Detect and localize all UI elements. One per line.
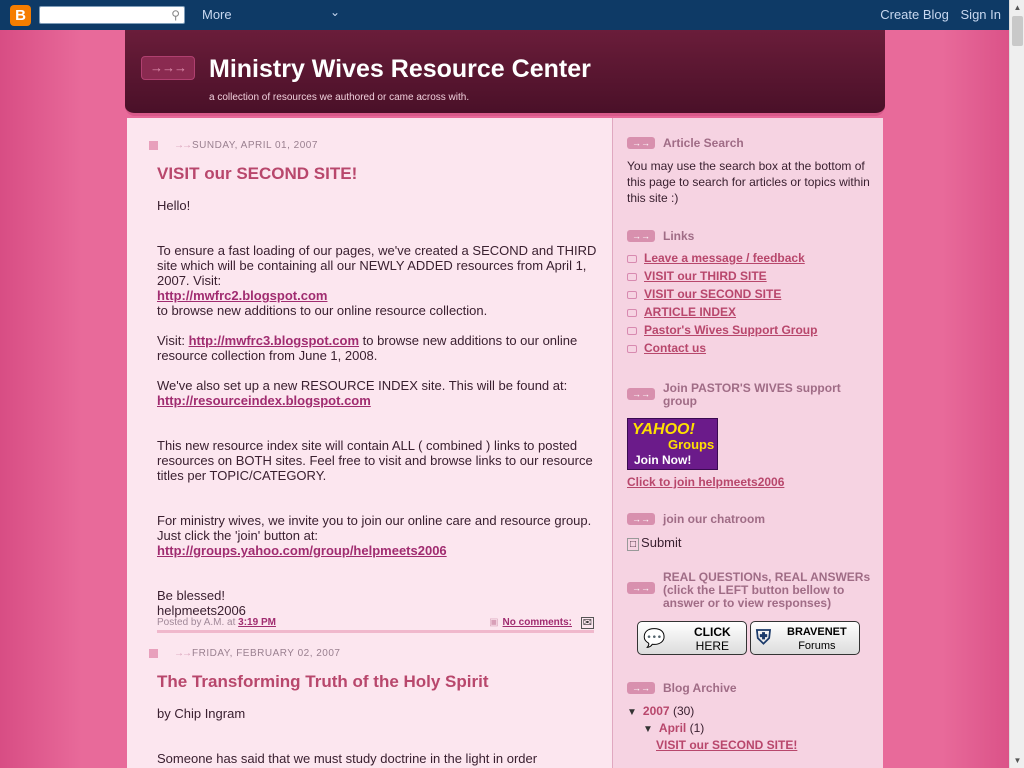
mwfrc3-link[interactable]: http://mwfrc3.blogspot.com	[188, 333, 360, 348]
archive-month-link[interactable]: April	[658, 721, 687, 735]
broken-image-icon: □	[627, 538, 639, 551]
post-paragraph: This new resource index site will contain ALL ( combined ) links to posted resources on BOTH sites. Feel free to visit and browse links to our resource titles per TOPIC/CATEGORY.	[157, 438, 593, 483]
yahoo-logo-text: YAHOO!	[632, 421, 695, 438]
click-here-label: CLICK HERE	[694, 625, 731, 653]
post-paragraph: We've also set up a new RESOURCE INDEX site. This will be found at:	[157, 378, 568, 393]
widget-arrow-icon: →→	[627, 137, 655, 149]
sidebar	[612, 118, 883, 768]
content-area	[127, 118, 883, 768]
chat-bubble-icon: 💬	[643, 628, 666, 648]
date-square-icon	[149, 141, 158, 150]
yahoo-groups-join-button[interactable]	[627, 418, 718, 470]
article-search-text: You may use the search box at the bottom of this page to search for articles or topics within this site :)	[627, 159, 870, 205]
widget-arrow-icon: →→	[627, 388, 655, 400]
click-here-button[interactable]	[637, 621, 747, 655]
list-item	[627, 269, 817, 287]
page-scrollbar[interactable]	[1009, 0, 1024, 768]
post-date: SUNDAY, APRIL 01, 2007	[192, 140, 318, 151]
search-icon[interactable]: ⚲	[171, 8, 180, 22]
post-paragraph: Someone has said that we must study doctrine in the light in order	[157, 751, 538, 766]
posted-by: Posted by A.M. at	[157, 617, 236, 628]
archive-month-count: (1)	[689, 721, 705, 735]
article-search-title: →→ Article Search	[627, 135, 744, 150]
post-signature: helpmeets2006	[157, 603, 246, 618]
yahoo-group-link[interactable]: http://groups.yahoo.com/group/helpmeets2006	[157, 543, 447, 558]
resourceindex-link[interactable]: http://resourceindex.blogspot.com	[157, 393, 371, 408]
header-arrow-icon: →→→	[141, 56, 195, 80]
date-square-icon	[149, 649, 158, 658]
qa-title: →→ REAL QUESTIONs, REAL ANSWERs (click the LEFT button bellow to answer or to view responses)	[627, 571, 872, 610]
triangle-down-icon[interactable]: ▼	[643, 724, 653, 735]
third-site-link[interactable]: VISIT our THIRD SITE	[644, 269, 767, 283]
archive-title: →→ Blog Archive	[627, 680, 737, 695]
archive-month-row	[643, 721, 704, 735]
list-item	[627, 305, 817, 323]
post-byline: by Chip Ingram	[157, 706, 246, 721]
more-menu-button[interactable]: More	[202, 7, 232, 22]
archive-post-row	[656, 738, 797, 752]
post-date-header	[149, 140, 318, 151]
scroll-up-arrow-icon[interactable]: ▲	[1013, 3, 1022, 12]
create-blog-link[interactable]: Create Blog	[880, 7, 949, 22]
second-site-link[interactable]: VISIT our SECOND SITE	[644, 287, 782, 301]
email-post-icon[interactable]: ✉	[582, 617, 592, 629]
comments-link[interactable]: No comments:	[502, 617, 572, 628]
post-date-header	[149, 648, 341, 659]
bravenet-label: BRAVENET Forums	[787, 626, 847, 652]
post-paragraph-tail: to browse new additions to our online resource collection from June 1, 2008.	[157, 333, 578, 363]
widget-arrow-icon: →→	[627, 513, 655, 525]
blog-title[interactable]: Ministry Wives Resource Center	[209, 55, 591, 83]
date-arrow-icon: →→	[174, 140, 190, 151]
chevron-down-icon[interactable]: ⌄	[330, 5, 341, 19]
archive-post-link[interactable]: VISIT our SECOND SITE!	[656, 738, 798, 752]
join-helpmeets-link[interactable]: Click to join helpmeets2006	[627, 475, 785, 489]
post-time-link[interactable]: 3:19 PM	[238, 617, 276, 628]
navbar-search-input[interactable]	[39, 6, 185, 24]
links-title: →→ Links	[627, 228, 694, 243]
blogger-navbar	[0, 0, 1009, 30]
post-paragraph: To ensure a fast loading of our pages, we've created a SECOND and THIRD site which will be containing all our NEWLY ADDED resources from April 1, 2007. Visit:	[157, 243, 597, 288]
blog-header	[125, 30, 885, 116]
scroll-thumb[interactable]	[1012, 16, 1023, 46]
post-title[interactable]: The Transforming Truth of the Holy Spirit	[157, 672, 489, 691]
comment-icon: ▣	[489, 617, 499, 628]
post-body	[157, 706, 602, 766]
post-paragraph: to browse new additions to our online resource collection.	[157, 303, 488, 318]
widget-arrow-icon: →→	[627, 230, 655, 242]
join-now-text: Join Now!	[634, 453, 692, 467]
scroll-down-arrow-icon[interactable]: ▼	[1013, 756, 1022, 765]
article-index-link[interactable]: ARTICLE INDEX	[644, 305, 737, 319]
sign-in-link[interactable]: Sign In	[960, 7, 1001, 22]
widget-arrow-icon: →→	[627, 582, 655, 594]
join-link-wrapper	[627, 474, 872, 490]
archive-year-row	[627, 704, 694, 718]
visit-text: Visit:	[157, 333, 189, 348]
post-paragraph: For ministry wives, we invite you to join our online care and resource group. Just click the 'join' button at:	[157, 513, 592, 543]
list-item	[627, 341, 817, 359]
post-title[interactable]: VISIT our SECOND SITE!	[157, 164, 358, 183]
post-closing: Be blessed!	[157, 588, 225, 603]
list-item	[627, 323, 817, 341]
main-column	[127, 118, 612, 768]
shield-icon: ⛨	[756, 627, 771, 649]
post-paragraph	[157, 333, 602, 363]
date-arrow-icon: →→	[174, 648, 190, 659]
blogger-logo-icon[interactable]: B	[10, 5, 31, 26]
join-group-title: →→ Join PASTOR'S WIVES support group	[627, 382, 857, 408]
mwfrc2-link[interactable]: http://mwfrc2.blogspot.com	[157, 288, 328, 303]
blog-description: a collection of resources we authored or came across with.	[209, 92, 470, 103]
links-list	[627, 251, 817, 359]
post-body	[157, 198, 602, 618]
triangle-down-icon[interactable]: ▼	[627, 707, 637, 718]
list-item	[627, 251, 817, 269]
contact-link[interactable]: Contact us	[644, 341, 707, 355]
feedback-link[interactable]: Leave a message / feedback	[644, 251, 805, 265]
bravenet-forums-button[interactable]	[750, 621, 860, 655]
groups-text: Groups	[668, 437, 715, 452]
post-greeting: Hello!	[157, 198, 191, 213]
archive-year-link[interactable]: 2007	[642, 704, 670, 718]
widget-arrow-icon: →→	[627, 682, 655, 694]
list-item	[627, 287, 817, 305]
support-group-link[interactable]: Pastor's Wives Support Group	[644, 323, 818, 337]
chat-submit-button[interactable]: □ Submit	[627, 535, 872, 553]
chatroom-title: →→ join our chatroom	[627, 511, 765, 526]
post-date: FRIDAY, FEBRUARY 02, 2007	[192, 648, 341, 659]
post-footer	[157, 617, 594, 633]
archive-year-count: (30)	[672, 704, 695, 718]
